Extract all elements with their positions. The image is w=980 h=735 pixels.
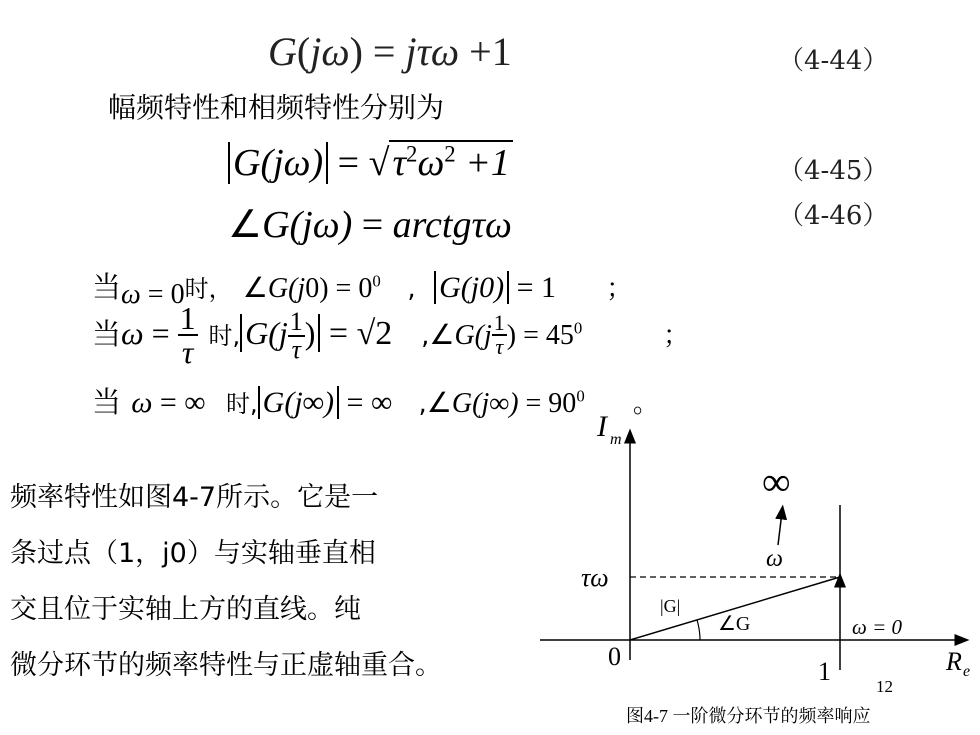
- paragraph-line: 微分环节的频率特性与正虚轴重合。: [10, 650, 442, 681]
- paragraph-line: 交且位于实轴上方的直线。纯: [10, 594, 361, 625]
- equation-number-4-45: （4-45）: [778, 156, 889, 186]
- equation-4-46: ∠G(jω) = arctgτω: [228, 204, 512, 246]
- equation-number-4-46: （4-46）: [778, 201, 889, 231]
- real-axis-label: R: [946, 647, 962, 676]
- equation-number-4-44: （4-44）: [778, 46, 889, 76]
- imag-axis-label: I: [597, 410, 607, 443]
- real-axis-label-sub: e: [963, 663, 971, 680]
- case-omega-zero: 当ω = 0时， ∠G(j0) = $0^0$ , G(j0) = 1 ；: [92, 270, 633, 310]
- omega-zero-label: ω = 0: [852, 615, 902, 639]
- tau-omega-label: τω: [581, 563, 609, 592]
- paragraph-line: 条过点（1，j0）与实轴垂直相: [10, 538, 376, 569]
- infinity-label: ∞: [762, 459, 791, 504]
- angle-label: ∠G: [718, 613, 751, 635]
- omega-label: ω: [766, 546, 783, 572]
- paragraph-line: 频率特性如图4-7所示。它是一: [10, 482, 379, 513]
- omega-direction-arrow: [778, 512, 782, 545]
- angle-arc: [697, 620, 700, 640]
- case-omega-one-over-tau: 当ω = $\frac{1}{\tau}$ 时, G(j $\frac{1}{\tau}$ ) = √2 ,∠G(j $\frac{1}{\tau}$ ) = $45^0$ ；: [92, 300, 690, 370]
- intro-text: 幅频特性和相频特性分别为: [108, 91, 445, 124]
- page-number: 12: [876, 677, 893, 696]
- case-omega-infinity: 当 ω = ∞ 时, G(j∞) = ∞ ,∠G(j∞) = $90^0$ 。: [92, 385, 659, 419]
- imag-axis-label-sub: m: [610, 431, 622, 448]
- magnitude-label: |G|: [660, 596, 681, 616]
- x-tick-label: 1: [818, 657, 831, 686]
- equation-4-44: G(jω) = jτω +1: [268, 29, 512, 74]
- figure-caption: 图4-7 一阶微分环节的频率响应: [626, 706, 871, 726]
- equation-4-45: $G(j\omega) = √\tau^2\omega^2 +1$: [228, 140, 513, 185]
- origin-label: 0: [608, 642, 621, 671]
